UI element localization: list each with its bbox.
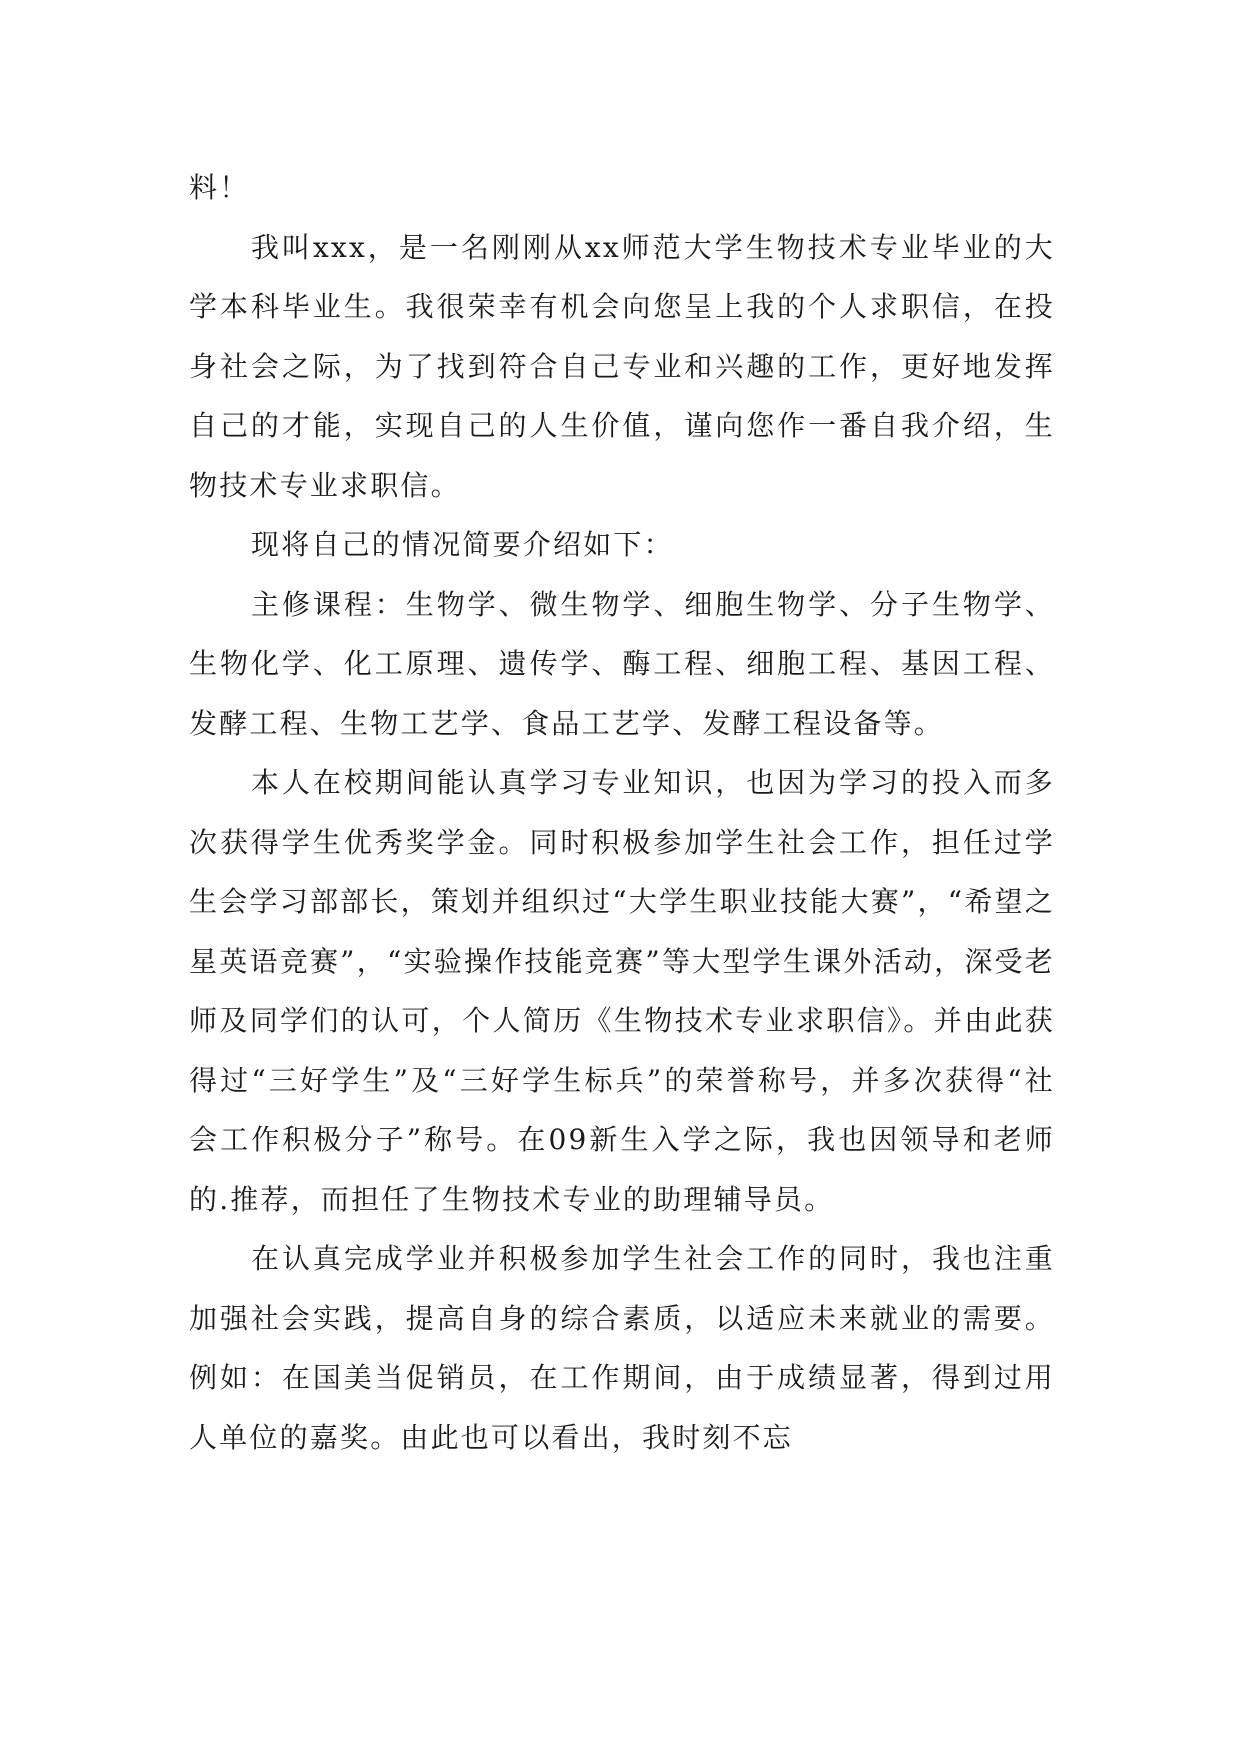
paragraph-continuation: 料！ xyxy=(189,171,250,204)
paragraph-courses: 主修课程：生物学、微生物学、细胞生物学、分子生物学、生物化学、化工原理、遗传学、酶工程、细胞工程、基因工程、发酵工程、生物工艺学、食品工艺学、发酵工程设备等。 xyxy=(189,587,1055,740)
paragraph-school-activities: 本人在校期间能认真学习专业知识，也因为学习的投入而多次获得学生优秀奖学金。同时积极参加学生社会工作，担任过学生会学习部部长，策划并组织过“大学生职业技能大赛”，“希望之星英语竞赛”，“实验操作技能竞赛”等大型学生课外活动，深受老师及同学们的认可，个人简历《生物技术专业求职信》。并由此获得过“三好学生”及“三好学生标兵”的荣誉称号，并多次获得“社会工作积极分子”称号。在09新生入学之际，我也因领导和老师的.推荐，而担任了生物技术专业的助理辅导员。 xyxy=(189,766,1055,1216)
paragraph-introduction: 我叫xxx，是一名刚刚从xx师范大学生物技术专业毕业的大学本科毕业生。我很荣幸有机会向您呈上我的个人求职信，在投身社会之际，为了找到符合自己专业和兴趣的工作，更好地发挥自己的才能，实现自己的人生价值，谨向您作一番自我介绍，生物技术专业求职信。 xyxy=(189,230,1055,502)
paragraph-overview: 现将自己的情况简要介绍如下： xyxy=(251,528,674,561)
document-body xyxy=(189,158,1055,1467)
paragraph-social-practice: 在认真完成学业并积极参加学生社会工作的同时，我也注重加强社会实践，提高自身的综合素质，以适应未来就业的需要。例如：在国美当促销员，在工作期间，由于成绩显著，得到过用人单位的嘉奖。由此也可以看出，我时刻不忘 xyxy=(189,1242,1055,1454)
